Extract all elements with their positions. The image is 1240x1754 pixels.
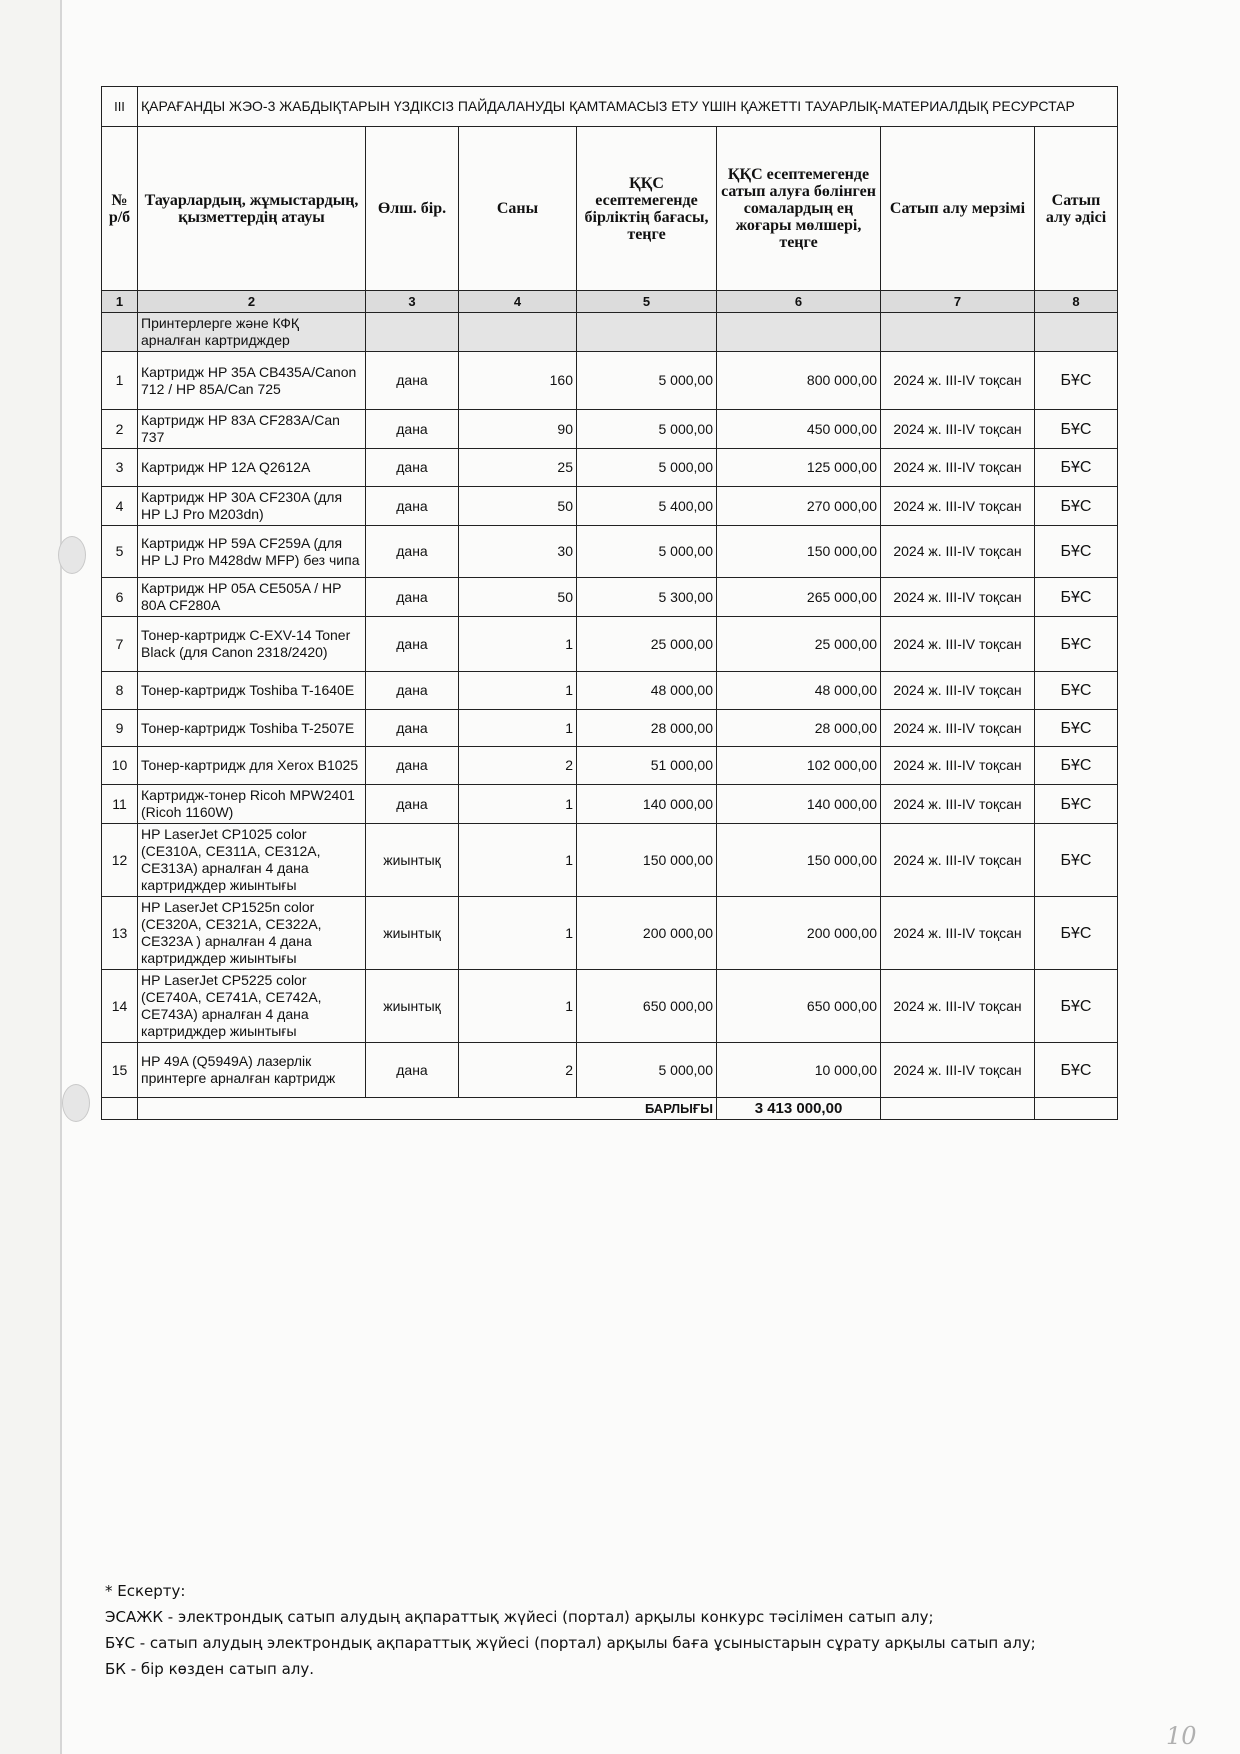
item-term: 2024 ж. III-IV тоқсан <box>881 824 1035 897</box>
item-price: 200 000,00 <box>577 897 717 970</box>
item-amount: 650 000,00 <box>717 970 881 1043</box>
item-price: 5 400,00 <box>577 487 717 526</box>
row-number: 10 <box>102 747 138 785</box>
item-method: БҰС <box>1035 410 1118 449</box>
item-qty: 1 <box>459 824 577 897</box>
header-name: Тауарлардың, жұмыстардың, қызметтердің атауы <box>138 127 366 291</box>
item-name: Картридж HP 59A CF259A (для HP LJ Pro M428dw MFP) без чипа <box>138 526 366 578</box>
item-name: HP 49A (Q5949A) лазерлік принтерге арналған картридж <box>138 1043 366 1098</box>
notes-title: * Ескерту: <box>105 1582 186 1600</box>
row-number: 15 <box>102 1043 138 1098</box>
item-qty: 1 <box>459 785 577 824</box>
item-unit: дана <box>366 410 459 449</box>
group-title: Принтерлерге және КФҚ арналған картридждер <box>138 313 366 352</box>
item-term: 2024 ж. III-IV тоқсан <box>881 578 1035 617</box>
section-row <box>102 87 1118 127</box>
item-method: БҰС <box>1035 970 1118 1043</box>
item-qty: 2 <box>459 747 577 785</box>
item-qty: 25 <box>459 449 577 487</box>
item-term: 2024 ж. III-IV тоқсан <box>881 672 1035 710</box>
item-qty: 1 <box>459 710 577 747</box>
section-number: III <box>102 87 138 127</box>
row-number: 3 <box>102 449 138 487</box>
column-number: 7 <box>881 291 1035 313</box>
column-number: 2 <box>138 291 366 313</box>
item-name: Картридж HP 30A CF230A (для HP LJ Pro M203dn) <box>138 487 366 526</box>
item-amount: 10 000,00 <box>717 1043 881 1098</box>
item-amount: 25 000,00 <box>717 617 881 672</box>
item-amount: 150 000,00 <box>717 824 881 897</box>
row-number: 5 <box>102 526 138 578</box>
item-price: 5 000,00 <box>577 1043 717 1098</box>
item-qty: 30 <box>459 526 577 578</box>
item-price: 28 000,00 <box>577 710 717 747</box>
item-unit: дана <box>366 617 459 672</box>
item-qty: 1 <box>459 672 577 710</box>
item-unit: жиынтық <box>366 824 459 897</box>
item-method: БҰС <box>1035 617 1118 672</box>
item-amount: 28 000,00 <box>717 710 881 747</box>
item-unit: дана <box>366 487 459 526</box>
table-row <box>102 617 1118 672</box>
total-label: БАРЛЫҒЫ <box>138 1098 717 1120</box>
header-price: ҚҚС есептемегенде бірліктің бағасы, теңге <box>577 127 717 291</box>
row-number: 4 <box>102 487 138 526</box>
table-row <box>102 785 1118 824</box>
row-number: 14 <box>102 970 138 1043</box>
table-row <box>102 578 1118 617</box>
item-price: 5 000,00 <box>577 410 717 449</box>
table-row <box>102 824 1118 897</box>
item-method: БҰС <box>1035 449 1118 487</box>
item-term: 2024 ж. III-IV тоқсан <box>881 897 1035 970</box>
item-name: Тонер-картридж Toshiba T-2507E <box>138 710 366 747</box>
total-value: 3 413 000,00 <box>717 1098 881 1120</box>
item-method: БҰС <box>1035 672 1118 710</box>
item-unit: дана <box>366 1043 459 1098</box>
item-unit: дана <box>366 747 459 785</box>
item-unit: дана <box>366 449 459 487</box>
item-name: HP LaserJet CP1525n color (CE320A, CE321A, CE322A, CE323A ) арналған 4 дана картридждер жиынтығы <box>138 897 366 970</box>
table-row <box>102 526 1118 578</box>
item-method: БҰС <box>1035 710 1118 747</box>
item-term: 2024 ж. III-IV тоқсан <box>881 1043 1035 1098</box>
item-amount: 125 000,00 <box>717 449 881 487</box>
item-term: 2024 ж. III-IV тоқсан <box>881 449 1035 487</box>
item-price: 25 000,00 <box>577 617 717 672</box>
table-row <box>102 352 1118 410</box>
column-number-row <box>102 291 1118 313</box>
item-price: 150 000,00 <box>577 824 717 897</box>
item-qty: 1 <box>459 970 577 1043</box>
header-qty: Саны <box>459 127 577 291</box>
item-qty: 50 <box>459 578 577 617</box>
row-number: 11 <box>102 785 138 824</box>
column-number: 5 <box>577 291 717 313</box>
item-qty: 90 <box>459 410 577 449</box>
item-term: 2024 ж. III-IV тоқсан <box>881 785 1035 824</box>
item-unit: дана <box>366 352 459 410</box>
header-no: № р/б <box>102 127 138 291</box>
item-method: БҰС <box>1035 747 1118 785</box>
item-qty: 2 <box>459 1043 577 1098</box>
item-name: Тонер-картридж C-EXV-14 Toner Black (для Canon 2318/2420) <box>138 617 366 672</box>
row-number: 2 <box>102 410 138 449</box>
item-price: 48 000,00 <box>577 672 717 710</box>
item-qty: 160 <box>459 352 577 410</box>
item-amount: 450 000,00 <box>717 410 881 449</box>
item-price: 51 000,00 <box>577 747 717 785</box>
table-row <box>102 449 1118 487</box>
header-term: Сатып алу мерзімі <box>881 127 1035 291</box>
notes-block <box>105 1578 1145 1682</box>
item-name: Картридж HP 12A Q2612A <box>138 449 366 487</box>
item-method: БҰС <box>1035 578 1118 617</box>
table-row <box>102 970 1118 1043</box>
table-row <box>102 747 1118 785</box>
item-price: 650 000,00 <box>577 970 717 1043</box>
item-qty: 50 <box>459 487 577 526</box>
item-term: 2024 ж. III-IV тоқсан <box>881 410 1035 449</box>
item-price: 140 000,00 <box>577 785 717 824</box>
item-price: 5 000,00 <box>577 449 717 487</box>
item-name: Картридж HP 83A CF283A/Can 737 <box>138 410 366 449</box>
item-unit: дана <box>366 710 459 747</box>
item-unit: дана <box>366 526 459 578</box>
item-name: Картридж HP 05A CE505A / HP 80A CF280A <box>138 578 366 617</box>
item-amount: 102 000,00 <box>717 747 881 785</box>
procurement-table <box>101 86 1118 1120</box>
item-method: БҰС <box>1035 897 1118 970</box>
column-number: 4 <box>459 291 577 313</box>
item-unit: дана <box>366 785 459 824</box>
note-line: БК - бір көзден сатып алу. <box>105 1660 315 1678</box>
page-number: 10 <box>1166 1722 1197 1750</box>
header-method: Сатып алу әдісі <box>1035 127 1118 291</box>
item-amount: 265 000,00 <box>717 578 881 617</box>
item-term: 2024 ж. III-IV тоқсан <box>881 526 1035 578</box>
column-number: 1 <box>102 291 138 313</box>
row-number: 6 <box>102 578 138 617</box>
item-unit: дана <box>366 672 459 710</box>
item-price: 5 000,00 <box>577 526 717 578</box>
item-amount: 200 000,00 <box>717 897 881 970</box>
table-row <box>102 897 1118 970</box>
item-name: Тонер-картридж для Xerox B1025 <box>138 747 366 785</box>
row-number: 13 <box>102 897 138 970</box>
note-line: БҰС - сатып алудың электрондық ақпараттық жүйесі (портал) арқылы баға ұсыныстарын сұрату арқылы сатып алу; <box>105 1634 1036 1652</box>
item-amount: 140 000,00 <box>717 785 881 824</box>
item-method: БҰС <box>1035 785 1118 824</box>
item-method: БҰС <box>1035 352 1118 410</box>
item-term: 2024 ж. III-IV тоқсан <box>881 352 1035 410</box>
table-row <box>102 672 1118 710</box>
header-unit: Өлш. бір. <box>366 127 459 291</box>
item-term: 2024 ж. III-IV тоқсан <box>881 487 1035 526</box>
row-number: 12 <box>102 824 138 897</box>
item-name: HP LaserJet CP1025 color (CE310A, CE311A, CE312A, CE313A) арналған 4 дана картридждер жиынтығы <box>138 824 366 897</box>
table-row <box>102 410 1118 449</box>
item-method: БҰС <box>1035 487 1118 526</box>
item-qty: 1 <box>459 897 577 970</box>
item-name: Картридж-тонер Ricoh MPW2401 (Ricoh 1160W) <box>138 785 366 824</box>
item-price: 5 000,00 <box>577 352 717 410</box>
item-name: Картридж HP 35A CB435A/Canon 712 / HP 85A/Can 725 <box>138 352 366 410</box>
item-name: Тонер-картридж Toshiba T-1640E <box>138 672 366 710</box>
item-amount: 48 000,00 <box>717 672 881 710</box>
item-term: 2024 ж. III-IV тоқсан <box>881 617 1035 672</box>
section-title: ҚАРАҒАНДЫ ЖЭО-3 ЖАБДЫҚТАРЫН ҮЗДІКСІЗ ПАЙДАЛАНУДЫ ҚАМТАМАСЫЗ ЕТУ ҮШІН ҚАЖЕТТІ ТАУАРЛЫҚ-МАТЕРИАЛДЫҚ РЕСУРСТАР <box>138 87 1118 127</box>
column-number: 8 <box>1035 291 1118 313</box>
column-number: 3 <box>366 291 459 313</box>
row-number: 8 <box>102 672 138 710</box>
item-method: БҰС <box>1035 526 1118 578</box>
item-name: HP LaserJet CP5225 color (CE740A, CE741A, CE742A, CE743A) арналған 4 дана картридждер жиынтығы <box>138 970 366 1043</box>
column-number: 6 <box>717 291 881 313</box>
item-unit: жиынтық <box>366 897 459 970</box>
row-number: 7 <box>102 617 138 672</box>
row-number: 1 <box>102 352 138 410</box>
item-amount: 150 000,00 <box>717 526 881 578</box>
item-price: 5 300,00 <box>577 578 717 617</box>
punch-hole <box>62 1084 90 1122</box>
header-row <box>102 127 1118 291</box>
table-row <box>102 1043 1118 1098</box>
item-unit: дана <box>366 578 459 617</box>
item-method: БҰС <box>1035 1043 1118 1098</box>
item-term: 2024 ж. III-IV тоқсан <box>881 710 1035 747</box>
punch-hole <box>58 536 86 574</box>
item-method: БҰС <box>1035 824 1118 897</box>
item-unit: жиынтық <box>366 970 459 1043</box>
row-number: 9 <box>102 710 138 747</box>
item-term: 2024 ж. III-IV тоқсан <box>881 970 1035 1043</box>
table-row <box>102 710 1118 747</box>
item-amount: 800 000,00 <box>717 352 881 410</box>
item-qty: 1 <box>459 617 577 672</box>
item-amount: 270 000,00 <box>717 487 881 526</box>
header-max-amount: ҚҚС есептемегенде сатып алуға бөлінген сомалардың ең жоғары мөлшері, теңге <box>717 127 881 291</box>
group-row <box>102 313 1118 352</box>
table-row <box>102 487 1118 526</box>
note-line: ЭСАЖК - электрондық сатып алудың ақпараттық жүйесі (портал) арқылы конкурс тәсілімен сатып алу; <box>105 1608 934 1626</box>
total-row <box>102 1098 1118 1120</box>
item-term: 2024 ж. III-IV тоқсан <box>881 747 1035 785</box>
